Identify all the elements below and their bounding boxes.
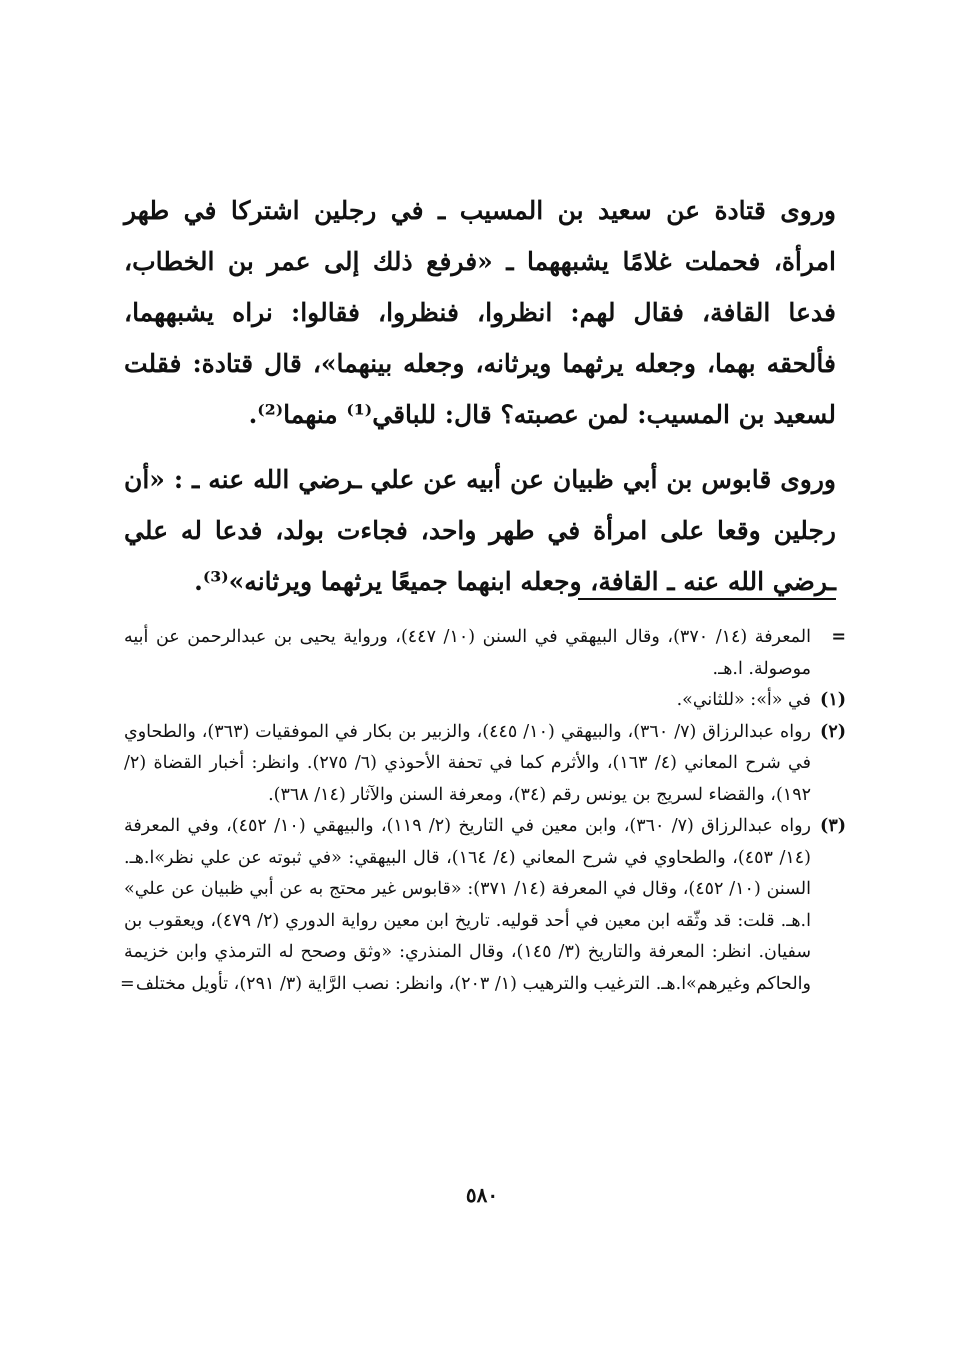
footnote-text: في «أ»: «للثاني». — [676, 690, 811, 710]
page-number: ٥٨٠ — [465, 1183, 499, 1207]
footnote-divider — [578, 598, 836, 600]
paragraph-qabus: وروى قابوس بن أبي ظبيان عن أبيه عن علي ـرضي الله عنه ـ : «أن رجلين وقعا على امرأة في طهر واحد، فجاءت بولد، فدعا له علي ـرضي الله عنه ـ القافة، وجعله ابنهما جميعًا يرثهما ويرثانه»⁽³⁾. — [124, 465, 836, 596]
footnotes — [120, 622, 846, 1000]
continues-marker: = — [120, 973, 135, 994]
footnote-continuation-text: المعرفة (١٤/ ٣٧٠)، وقال البيهقي في السنن (١٠/ ٤٤٧)، ورواية يحيى بن عبدالرحمن عن أبيه موصولة. ا.هـ. — [124, 627, 811, 679]
footnote-3 — [120, 811, 846, 1000]
footnote-text: رواه عبدالرزاق (٧/ ٣٦٠)، والبيهقي (١٠/ ٤٤٥)، والزبير بن بكار في الموفقيات (٣٦٣)، والطحاوي في شرح المعاني (٤/ ١٦٣)، والأثرم كما في تحفة الأحوذي (٦/ ٢٧٥). وانظر: أخبار القضاة (٢/ ١٩٢)، والقضاء لسريج بن يونس رقم (٣٤)، ومعرفة السنن والآثار (١٤/ ٣٦٨). — [124, 721, 812, 805]
footnote-marker: (١) — [820, 690, 846, 710]
paragraph-qatada: وروى قتادة عن سعيد بن المسيب ـ في رجلين اشتركا في طهر امرأة، فحملت غلامًا يشبههما ـ «فرفع ذلك إلى عمر بن الخطاب، فدعا القافة، فقال لهم: انظروا، فنظروا، فقالوا: نراه يشبههما، فألحقه بهما، وجعله يرثهما ويرثانه، وجعله بينهما»، قال قتادة: فقلت لسعيد بن المسيب: لمن عصبته؟ قال: للباقي⁽¹⁾ منهما⁽²⁾. — [124, 196, 836, 429]
main-text — [124, 185, 836, 607]
footnote-1 — [124, 685, 846, 717]
footnote-marker: (٢) — [820, 721, 846, 742]
footnote-2 — [124, 717, 846, 812]
footnote-marker: (٣) — [820, 816, 846, 836]
footnote-text: رواه عبدالرزاق (٧/ ٣٦٠)، وابن معين في التاريخ (٢/ ١١٩)، والبيهقي (١٠/ ٤٥٢)، وفي المعرفة (١٤/ ٤٥٣)، والطحاوي في شرح المعاني (٤/ ١٦٤)، قال البيهقي: «في ثبوته عن علي نظر»ا.هـ. السنن (١٠/ ٤٥٢)، وقال في المعرفة (١٤/ ٣٧١): «قابوس غير محتج به عن أبي ظبيان عن علي» ا.هـ. قلت: قد وثّقه ابن معين في أحد قوليه. تاريخ ابن معين رواية الدوري (٢/ ٤٧٩)، ويعقوب بن سفيان. انظر: المعرفة والتاريخ (٣/ ١٤٥)، وقال المنذري: «وثق وصحح له الترمذي وابن خزيمة والحاكم وغيرهم»ا.هـ. الترغيب والترهيب (١/ ٢٠٣)، وانظر: نصب الرَّاية (٣/ ٢٩١)، تأويل مختلف — [124, 816, 812, 994]
footnote-continuation — [124, 622, 846, 685]
continuation-marker: = — [831, 627, 846, 647]
